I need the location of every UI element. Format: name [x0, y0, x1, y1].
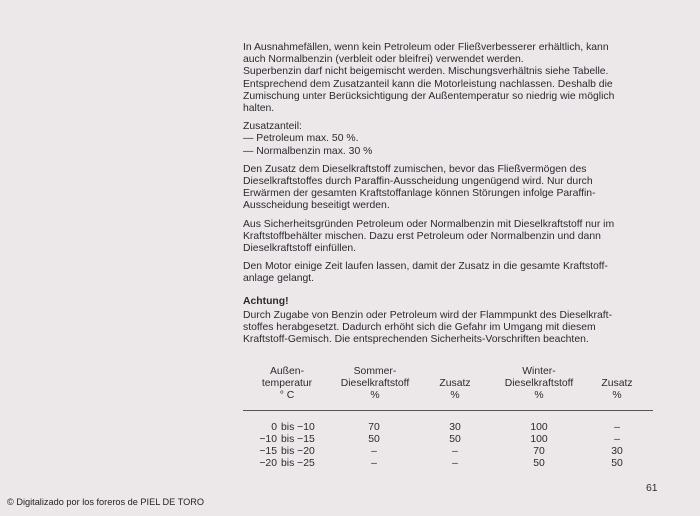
header-line: Dieselkraftstoff [340, 378, 410, 389]
text-line: Erwärmen der gesamten Kraftstoffanlage können Störungen infolge Paraffin- [243, 188, 596, 200]
header-line: Zusatz [601, 378, 633, 389]
text-line: — Normalbenzin max. 30 % [243, 145, 373, 157]
text-line: Den Zusatz dem Dieselkraftstoff zumischen, bevor das Fließvermögen des [243, 163, 587, 175]
text-line: Zusatzanteil: [243, 121, 302, 133]
cell-temp-to: bis −15 [281, 434, 315, 445]
text-line: Den Motor einige Zeit laufen lassen, damit der Zusatz in die gesamte Kraftstoff- [243, 261, 608, 273]
header-zusatz-sommer [429, 366, 481, 402]
text-line: Ausscheidung beseitigt werden. [243, 200, 390, 212]
text-line: — Petroleum max. 50 %. [243, 133, 359, 145]
text-line: Zumischung unter Berücksichtigung der Außentemperatur so niedrig wie möglich [243, 90, 615, 102]
text-line: halten. [243, 103, 275, 115]
table-header [243, 366, 663, 406]
text-line: Kraftstoffbehälter mischen. Dazu erst Petroleum oder Normalbenzin und dann [243, 230, 601, 242]
header-line: Außen- [269, 366, 305, 377]
text-line: In Ausnahmefällen, wenn kein Petroleum oder Fließverbesserer erhältlich, kann [243, 42, 609, 53]
header-temperature [247, 366, 327, 402]
text-line: Dieselkraftstoffes durch Paraffin-Ausscheidung ungenügend wird. Nur durch [243, 176, 593, 188]
header-line: Sommer- [353, 366, 397, 377]
text-line: Durch Zugabe von Benzin oder Petroleum wird der Flammpunkt des Dieselkraft- [243, 309, 613, 321]
cell-temp-from: −10 [259, 434, 277, 445]
cell-temp-to: bis −25 [281, 458, 315, 469]
text-line: anlage gelangt. [243, 273, 315, 285]
cell-zusatz-sommer: – [452, 446, 458, 457]
paragraph-zusatzanteil [243, 121, 663, 158]
cell-zusatz-winter: 50 [611, 458, 623, 469]
table-row [243, 446, 663, 458]
cell-zusatz-winter: 30 [611, 446, 623, 457]
cell-temp-from: −20 [259, 458, 277, 469]
warning-heading: Achtung! [243, 295, 289, 307]
header-line: % [370, 390, 380, 401]
cell-winter: 50 [533, 458, 545, 469]
header-zusatz-winter [591, 366, 643, 402]
text-line: Aus Sicherheitsgründen Petroleum oder Normalbenzin mit Dieselkraftstoff nur im [243, 218, 615, 230]
cell-zusatz-sommer: 50 [449, 434, 461, 445]
cell-sommer: 50 [368, 434, 380, 445]
header-line: Zusatz [439, 378, 471, 389]
cell-temp-to: bis −20 [281, 446, 315, 457]
header-sommer [329, 366, 421, 402]
text-line: Superbenzin darf nicht beigemischt werden. Mischungsverhältnis siehe Tabelle. [243, 66, 609, 78]
cell-zusatz-winter: – [614, 434, 620, 445]
header-line: % [612, 390, 622, 401]
mixing-table [243, 366, 663, 469]
text-line: Kraftstoff-Gemisch. Die entsprechenden Sicherheits-Vorschriften beachten. [243, 334, 589, 346]
header-line: temperatur [261, 378, 313, 389]
paragraph-motor [243, 261, 663, 285]
cell-temp-from: −15 [259, 446, 277, 457]
table-divider [243, 410, 653, 411]
cell-zusatz-sommer: 30 [449, 422, 461, 433]
header-line [429, 366, 481, 378]
header-line: Dieselkraftstoff [504, 378, 574, 389]
text-line: Dieselkraftstoff einfüllen. [243, 243, 357, 255]
table-row [243, 422, 663, 434]
text-line: Entsprechend dem Zusatzanteil kann die Motorleistung nachlassen. Deshalb die [243, 78, 613, 90]
cell-winter: 100 [530, 422, 548, 433]
text-column [243, 42, 663, 352]
paragraph-zumischen [243, 164, 663, 213]
table-row [243, 458, 663, 470]
cell-temp-to: bis −10 [281, 422, 315, 433]
table-body [243, 422, 663, 470]
header-winter [493, 366, 585, 402]
paragraph-sicherheit [243, 219, 663, 256]
cell-sommer: – [371, 458, 377, 469]
text-line: stoffes herabgesetzt. Dadurch erhöht sich die Gefahr im Umgang mit diesem [243, 322, 596, 334]
cell-zusatz-winter: – [614, 422, 620, 433]
page-number: 61 [646, 483, 658, 494]
header-line: % [450, 390, 460, 401]
header-line: Winter- [522, 366, 556, 377]
cell-winter: 70 [533, 446, 545, 457]
paragraph-ausnahme [243, 42, 663, 115]
cell-temp-from: 0 [271, 422, 277, 433]
warning-text [243, 310, 663, 347]
scan-credit: © Digitalizado por los foreros de PIEL DE TORO [7, 497, 205, 507]
cell-sommer: 70 [368, 422, 380, 433]
table-row [243, 434, 663, 446]
cell-zusatz-sommer: – [452, 458, 458, 469]
cell-sommer: – [371, 446, 377, 457]
text-line: auch Normalbenzin (verbleit oder bleifrei) verwendet werden. [243, 54, 524, 66]
header-line: ° C [279, 390, 295, 401]
header-line [591, 366, 643, 378]
header-line: % [534, 390, 544, 401]
cell-winter: 100 [530, 434, 548, 445]
